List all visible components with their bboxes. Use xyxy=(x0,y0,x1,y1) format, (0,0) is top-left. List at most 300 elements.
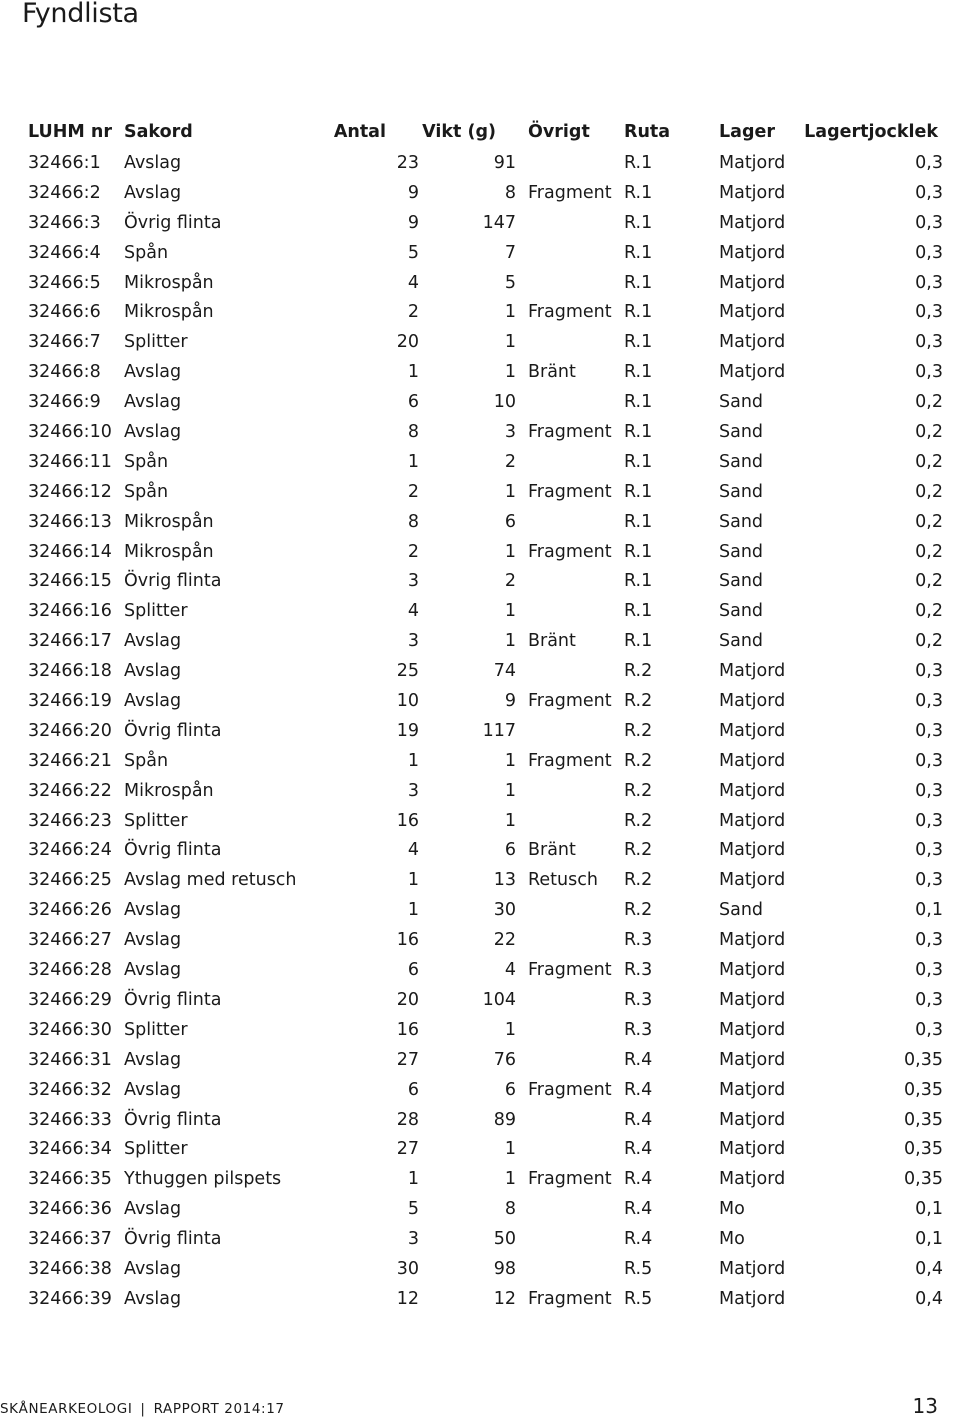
cell-lager: Sand xyxy=(719,392,764,413)
cell-sakord: Splitter xyxy=(124,1139,188,1160)
cell-sakord: Mikrospån xyxy=(124,302,214,323)
cell-lager: Matjord xyxy=(719,960,786,981)
cell-sakord: Spån xyxy=(124,451,169,472)
table-row xyxy=(28,239,946,269)
table-row xyxy=(28,1106,946,1136)
cell-ovrigt: Fragment xyxy=(528,960,612,981)
cell-luhm-nr: 32466:11 xyxy=(28,451,112,472)
cell-luhm-nr: 32466:34 xyxy=(28,1139,112,1160)
cell-vikt: 89 xyxy=(493,1109,516,1130)
cell-ovrigt: Fragment xyxy=(528,541,612,562)
cell-lagertjocklek: 0,1 xyxy=(915,900,943,921)
cell-ruta: R.4 xyxy=(624,1079,653,1100)
cell-sakord: Avslag xyxy=(124,362,182,383)
table-row xyxy=(28,418,946,448)
table-row xyxy=(28,1165,946,1195)
cell-antal: 27 xyxy=(396,1139,419,1160)
cell-vikt: 1 xyxy=(504,780,516,801)
cell-vikt: 8 xyxy=(504,1199,516,1220)
cell-lager: Matjord xyxy=(719,332,786,353)
cell-lager: Matjord xyxy=(719,182,786,203)
cell-sakord: Övrig flinta xyxy=(124,720,222,741)
cell-sakord: Övrig flinta xyxy=(124,840,222,861)
cell-lagertjocklek: 0,3 xyxy=(915,242,943,263)
cell-lager: Matjord xyxy=(719,870,786,891)
col-header-sakord: Sakord xyxy=(124,122,193,142)
cell-lager: Mo xyxy=(719,1199,745,1220)
cell-vikt: 1 xyxy=(504,1019,516,1040)
cell-vikt: 91 xyxy=(493,153,516,173)
cell-lager: Matjord xyxy=(719,810,786,831)
cell-sakord: Avslag xyxy=(124,182,182,203)
cell-lager: Sand xyxy=(719,451,764,472)
cell-lagertjocklek: 0,35 xyxy=(904,1169,943,1190)
cell-lager: Sand xyxy=(719,631,764,652)
cell-ruta: R.1 xyxy=(624,481,653,502)
cell-lager: Sand xyxy=(719,481,764,502)
cell-vikt: 1 xyxy=(504,1139,516,1160)
cell-lager: Matjord xyxy=(719,750,786,771)
cell-vikt: 76 xyxy=(493,1049,516,1070)
cell-vikt: 6 xyxy=(504,840,516,861)
cell-lagertjocklek: 0,1 xyxy=(915,1229,943,1250)
cell-lager: Matjord xyxy=(719,272,786,293)
cell-lager: Mo xyxy=(719,1229,745,1250)
cell-luhm-nr: 32466:32 xyxy=(28,1079,112,1100)
cell-antal: 9 xyxy=(407,182,419,203)
cell-sakord: Avslag xyxy=(124,422,182,443)
table-row xyxy=(28,448,946,478)
cell-luhm-nr: 32466:7 xyxy=(28,332,101,353)
cell-lagertjocklek: 0,2 xyxy=(915,571,943,592)
cell-vikt: 1 xyxy=(504,750,516,771)
cell-luhm-nr: 32466:14 xyxy=(28,541,112,562)
cell-vikt: 2 xyxy=(504,571,516,592)
cell-sakord: Mikrospån xyxy=(124,272,214,293)
cell-sakord: Splitter xyxy=(124,601,188,622)
cell-lager: Sand xyxy=(719,541,764,562)
cell-luhm-nr: 32466:37 xyxy=(28,1229,112,1250)
cell-lagertjocklek: 0,3 xyxy=(915,302,943,323)
cell-lagertjocklek: 0,2 xyxy=(915,511,943,532)
cell-luhm-nr: 32466:5 xyxy=(28,272,101,293)
cell-luhm-nr: 32466:26 xyxy=(28,900,112,921)
footer-separator: | xyxy=(140,1401,146,1417)
cell-sakord: Avslag xyxy=(124,661,182,682)
table-row xyxy=(28,478,946,508)
cell-vikt: 3 xyxy=(504,422,516,443)
cell-antal: 6 xyxy=(407,392,419,413)
cell-lager: Matjord xyxy=(719,1049,786,1070)
cell-lager: Matjord xyxy=(719,1139,786,1160)
table-row xyxy=(28,269,946,299)
table-row xyxy=(28,298,946,328)
cell-lagertjocklek: 0,1 xyxy=(915,1199,943,1220)
cell-lagertjocklek: 0,3 xyxy=(915,870,943,891)
table-header-row xyxy=(28,118,946,149)
cell-antal: 1 xyxy=(407,362,419,383)
cell-ovrigt: Retusch xyxy=(528,870,598,891)
cell-lagertjocklek: 0,4 xyxy=(915,1258,943,1279)
cell-lagertjocklek: 0,3 xyxy=(915,272,943,293)
cell-vikt: 12 xyxy=(493,1288,516,1309)
cell-sakord: Mikrospån xyxy=(124,511,214,532)
cell-sakord: Ythuggen pilspets xyxy=(124,1169,282,1190)
col-header-ovrigt: Övrigt xyxy=(528,122,590,142)
cell-lagertjocklek: 0,35 xyxy=(904,1139,943,1160)
cell-antal: 16 xyxy=(396,930,419,951)
cell-antal: 1 xyxy=(407,750,419,771)
cell-antal: 3 xyxy=(407,631,419,652)
cell-sakord: Spån xyxy=(124,242,169,263)
cell-antal: 1 xyxy=(407,1169,419,1190)
cell-vikt: 1 xyxy=(504,332,516,353)
cell-ruta: R.1 xyxy=(624,302,653,323)
table-row xyxy=(28,1195,946,1225)
cell-antal: 1 xyxy=(407,451,419,472)
cell-antal: 4 xyxy=(407,840,419,861)
table-row xyxy=(28,149,946,179)
cell-ruta: R.1 xyxy=(624,541,653,562)
cell-antal: 1 xyxy=(407,870,419,891)
cell-antal: 2 xyxy=(407,481,419,502)
cell-lager: Sand xyxy=(719,601,764,622)
cell-vikt: 8 xyxy=(504,182,516,203)
table-row xyxy=(28,209,946,239)
cell-lagertjocklek: 0,3 xyxy=(915,153,943,173)
cell-lagertjocklek: 0,3 xyxy=(915,780,943,801)
cell-lagertjocklek: 0,3 xyxy=(915,720,943,741)
cell-antal: 3 xyxy=(407,780,419,801)
cell-luhm-nr: 32466:25 xyxy=(28,870,112,891)
cell-sakord: Spån xyxy=(124,750,169,771)
cell-antal: 5 xyxy=(407,242,419,263)
cell-lager: Matjord xyxy=(719,840,786,861)
cell-luhm-nr: 32466:18 xyxy=(28,661,112,682)
cell-lagertjocklek: 0,2 xyxy=(915,481,943,502)
cell-luhm-nr: 32466:15 xyxy=(28,571,112,592)
cell-lagertjocklek: 0,3 xyxy=(915,332,943,353)
cell-lager: Matjord xyxy=(719,661,786,682)
cell-ovrigt: Fragment xyxy=(528,691,612,712)
cell-sakord: Splitter xyxy=(124,1019,188,1040)
cell-ruta: R.2 xyxy=(624,870,653,891)
cell-sakord: Mikrospån xyxy=(124,541,214,562)
col-header-lagertjocklek: Lagertjocklek xyxy=(804,122,938,142)
cell-ruta: R.2 xyxy=(624,780,653,801)
table-row xyxy=(28,777,946,807)
cell-ruta: R.2 xyxy=(624,840,653,861)
cell-antal: 1 xyxy=(407,900,419,921)
cell-lager: Matjord xyxy=(719,242,786,263)
cell-lagertjocklek: 0,3 xyxy=(915,1019,943,1040)
cell-luhm-nr: 32466:16 xyxy=(28,601,112,622)
cell-lagertjocklek: 0,35 xyxy=(904,1109,943,1130)
cell-lager: Matjord xyxy=(719,780,786,801)
cell-luhm-nr: 32466:19 xyxy=(28,691,112,712)
table-row xyxy=(28,1285,946,1315)
table-row xyxy=(28,866,946,896)
cell-lager: Matjord xyxy=(719,1019,786,1040)
col-header-ruta: Ruta xyxy=(624,122,671,142)
cell-lagertjocklek: 0,35 xyxy=(904,1079,943,1100)
cell-luhm-nr: 32466:22 xyxy=(28,780,112,801)
cell-vikt: 50 xyxy=(493,1229,516,1250)
cell-ruta: R.1 xyxy=(624,153,653,173)
table-row xyxy=(28,567,946,597)
cell-ruta: R.1 xyxy=(624,212,653,233)
table-row xyxy=(28,836,946,866)
cell-ruta: R.2 xyxy=(624,661,653,682)
cell-lagertjocklek: 0,2 xyxy=(915,631,943,652)
cell-vikt: 30 xyxy=(493,900,516,921)
cell-ruta: R.2 xyxy=(624,900,653,921)
table-row xyxy=(28,687,946,717)
table-row xyxy=(28,328,946,358)
cell-ruta: R.1 xyxy=(624,392,653,413)
cell-vikt: 1 xyxy=(504,631,516,652)
table-row xyxy=(28,747,946,777)
cell-luhm-nr: 32466:30 xyxy=(28,1019,112,1040)
cell-sakord: Övrig flinta xyxy=(124,1109,222,1130)
cell-vikt: 1 xyxy=(504,601,516,622)
table-row xyxy=(28,1076,946,1106)
cell-luhm-nr: 32466:1 xyxy=(28,153,101,173)
footer-report: RAPPORT 2014:17 xyxy=(153,1401,285,1417)
table-row xyxy=(28,597,946,627)
cell-lager: Matjord xyxy=(719,212,786,233)
cell-vikt: 104 xyxy=(482,989,516,1010)
cell-antal: 30 xyxy=(396,1258,419,1279)
col-header-lager: Lager xyxy=(719,122,775,142)
cell-lager: Matjord xyxy=(719,1258,786,1279)
cell-luhm-nr: 32466:38 xyxy=(28,1258,112,1279)
page-title: Fyndlista xyxy=(22,0,139,29)
cell-ruta: R.4 xyxy=(624,1049,653,1070)
cell-ovrigt: Fragment xyxy=(528,481,612,502)
table-row xyxy=(28,717,946,747)
table-row xyxy=(28,926,946,956)
cell-ovrigt: Fragment xyxy=(528,1169,612,1190)
cell-ruta: R.5 xyxy=(624,1258,653,1279)
cell-ruta: R.1 xyxy=(624,451,653,472)
cell-ruta: R.3 xyxy=(624,1019,653,1040)
cell-sakord: Avslag xyxy=(124,1079,182,1100)
cell-ruta: R.1 xyxy=(624,272,653,293)
cell-luhm-nr: 32466:31 xyxy=(28,1049,112,1070)
cell-antal: 6 xyxy=(407,1079,419,1100)
cell-ovrigt: Fragment xyxy=(528,750,612,771)
cell-ovrigt: Fragment xyxy=(528,1288,612,1309)
cell-vikt: 147 xyxy=(482,212,516,233)
cell-vikt: 10 xyxy=(493,392,516,413)
cell-sakord: Avslag xyxy=(124,960,182,981)
cell-lager: Matjord xyxy=(719,1288,786,1309)
cell-antal: 16 xyxy=(396,1019,419,1040)
cell-antal: 27 xyxy=(396,1049,419,1070)
cell-lager: Sand xyxy=(719,571,764,592)
cell-lagertjocklek: 0,3 xyxy=(915,661,943,682)
cell-ruta: R.4 xyxy=(624,1229,653,1250)
cell-lagertjocklek: 0,2 xyxy=(915,541,943,562)
cell-vikt: 7 xyxy=(504,242,516,263)
cell-ruta: R.1 xyxy=(624,422,653,443)
cell-ruta: R.2 xyxy=(624,810,653,831)
cell-lagertjocklek: 0,3 xyxy=(915,182,943,203)
cell-ruta: R.1 xyxy=(624,511,653,532)
cell-luhm-nr: 32466:12 xyxy=(28,481,112,502)
table-row xyxy=(28,807,946,837)
cell-ruta: R.2 xyxy=(624,691,653,712)
cell-lager: Matjord xyxy=(719,989,786,1010)
cell-antal: 16 xyxy=(396,810,419,831)
cell-sakord: Övrig flinta xyxy=(124,1229,222,1250)
table-row xyxy=(28,1135,946,1165)
cell-antal: 28 xyxy=(396,1109,419,1130)
cell-lagertjocklek: 0,3 xyxy=(915,960,943,981)
cell-sakord: Avslag xyxy=(124,691,182,712)
cell-antal: 19 xyxy=(396,720,419,741)
cell-ruta: R.1 xyxy=(624,182,653,203)
cell-luhm-nr: 32466:2 xyxy=(28,182,101,203)
cell-luhm-nr: 32466:36 xyxy=(28,1199,112,1220)
cell-sakord: Avslag xyxy=(124,1288,182,1309)
cell-sakord: Avslag xyxy=(124,930,182,951)
cell-lager: Sand xyxy=(719,900,764,921)
col-header-luhm-nr: LUHM nr xyxy=(28,122,112,142)
cell-lagertjocklek: 0,3 xyxy=(915,840,943,861)
cell-antal: 20 xyxy=(396,989,419,1010)
cell-vikt: 22 xyxy=(493,930,516,951)
cell-lager: Matjord xyxy=(719,691,786,712)
table-row xyxy=(28,388,946,418)
cell-ruta: R.4 xyxy=(624,1169,653,1190)
table-row xyxy=(28,1016,946,1046)
cell-lagertjocklek: 0,3 xyxy=(915,810,943,831)
cell-ovrigt: Bränt xyxy=(528,362,576,383)
cell-antal: 2 xyxy=(407,302,419,323)
cell-antal: 23 xyxy=(396,153,419,173)
cell-ruta: R.1 xyxy=(624,242,653,263)
cell-lager: Sand xyxy=(719,511,764,532)
table-row xyxy=(28,657,946,687)
cell-lager: Matjord xyxy=(719,1169,786,1190)
table-row xyxy=(28,956,946,986)
cell-antal: 6 xyxy=(407,960,419,981)
cell-ruta: R.1 xyxy=(624,631,653,652)
table-row xyxy=(28,508,946,538)
cell-antal: 25 xyxy=(396,661,419,682)
cell-luhm-nr: 32466:33 xyxy=(28,1109,112,1130)
cell-sakord: Övrig flinta xyxy=(124,989,222,1010)
cell-lager: Sand xyxy=(719,422,764,443)
cell-sakord: Avslag xyxy=(124,392,182,413)
table-row xyxy=(28,1225,946,1255)
cell-vikt: 13 xyxy=(493,870,516,891)
cell-vikt: 1 xyxy=(504,481,516,502)
cell-luhm-nr: 32466:6 xyxy=(28,302,101,323)
cell-ruta: R.4 xyxy=(624,1109,653,1130)
cell-vikt: 1 xyxy=(504,541,516,562)
cell-lagertjocklek: 0,2 xyxy=(915,392,943,413)
cell-sakord: Mikrospån xyxy=(124,780,214,801)
cell-vikt: 74 xyxy=(493,661,516,682)
cell-lager: Matjord xyxy=(719,1079,786,1100)
cell-luhm-nr: 32466:3 xyxy=(28,212,101,233)
cell-lager: Matjord xyxy=(719,302,786,323)
cell-antal: 8 xyxy=(407,422,419,443)
cell-sakord: Spån xyxy=(124,481,169,502)
cell-luhm-nr: 32466:29 xyxy=(28,989,112,1010)
cell-lagertjocklek: 0,3 xyxy=(915,750,943,771)
cell-ovrigt: Fragment xyxy=(528,1079,612,1100)
cell-ruta: R.3 xyxy=(624,960,653,981)
cell-lagertjocklek: 0,3 xyxy=(915,212,943,233)
cell-lagertjocklek: 0,3 xyxy=(915,691,943,712)
cell-ovrigt: Fragment xyxy=(528,182,612,203)
cell-sakord: Avslag xyxy=(124,153,182,173)
col-header-vikt: Vikt (g) xyxy=(422,122,496,142)
cell-antal: 3 xyxy=(407,1229,419,1250)
cell-ovrigt: Fragment xyxy=(528,422,612,443)
cell-antal: 12 xyxy=(396,1288,419,1309)
table-row xyxy=(28,986,946,1016)
cell-lagertjocklek: 0,3 xyxy=(915,989,943,1010)
cell-luhm-nr: 32466:20 xyxy=(28,720,112,741)
cell-luhm-nr: 32466:8 xyxy=(28,362,101,383)
cell-sakord: Avslag xyxy=(124,1199,182,1220)
cell-ruta: R.1 xyxy=(624,332,653,353)
cell-luhm-nr: 32466:9 xyxy=(28,392,101,413)
cell-antal: 4 xyxy=(407,601,419,622)
footer-publisher: SKÅNEARKEOLOGI xyxy=(0,1401,133,1417)
cell-antal: 9 xyxy=(407,212,419,233)
cell-sakord: Övrig flinta xyxy=(124,212,222,233)
cell-antal: 4 xyxy=(407,272,419,293)
cell-ruta: R.4 xyxy=(624,1199,653,1220)
cell-luhm-nr: 32466:23 xyxy=(28,810,112,831)
cell-vikt: 4 xyxy=(504,960,516,981)
cell-luhm-nr: 32466:17 xyxy=(28,631,112,652)
cell-sakord: Avslag xyxy=(124,1049,182,1070)
cell-ruta: R.1 xyxy=(624,362,653,383)
cell-ruta: R.1 xyxy=(624,601,653,622)
cell-sakord: Avslag xyxy=(124,631,182,652)
cell-lager: Matjord xyxy=(719,720,786,741)
cell-vikt: 1 xyxy=(504,810,516,831)
cell-vikt: 117 xyxy=(482,720,516,741)
cell-lagertjocklek: 0,3 xyxy=(915,930,943,951)
cell-lagertjocklek: 0,4 xyxy=(915,1288,943,1309)
cell-antal: 2 xyxy=(407,541,419,562)
cell-vikt: 1 xyxy=(504,1169,516,1190)
cell-luhm-nr: 32466:4 xyxy=(28,242,101,263)
cell-ruta: R.2 xyxy=(624,720,653,741)
cell-antal: 3 xyxy=(407,571,419,592)
cell-vikt: 2 xyxy=(504,451,516,472)
cell-luhm-nr: 32466:13 xyxy=(28,511,112,532)
cell-lager: Matjord xyxy=(719,930,786,951)
cell-sakord: Avslag xyxy=(124,900,182,921)
cell-sakord: Avslag med retusch xyxy=(124,870,297,891)
table-row xyxy=(28,896,946,926)
cell-sakord: Övrig flinta xyxy=(124,571,222,592)
cell-vikt: 9 xyxy=(504,691,516,712)
cell-sakord: Avslag xyxy=(124,1258,182,1279)
cell-antal: 20 xyxy=(396,332,419,353)
col-header-antal: Antal xyxy=(333,122,386,142)
cell-antal: 5 xyxy=(407,1199,419,1220)
